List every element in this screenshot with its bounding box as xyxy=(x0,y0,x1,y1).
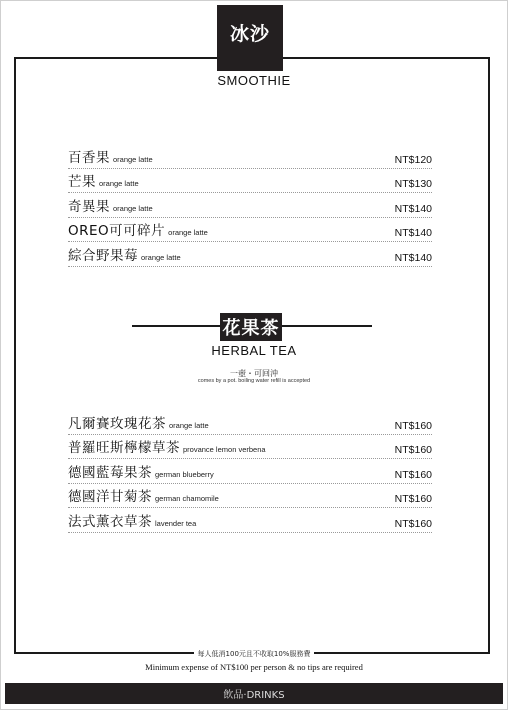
item-price: NT$160 xyxy=(394,468,432,481)
category-bar: 飲品·DRINKS xyxy=(5,683,503,704)
smoothie-title-zh: 冰沙 xyxy=(217,5,283,71)
list-item xyxy=(68,410,432,435)
item-price: NT$160 xyxy=(394,493,432,505)
divider-right xyxy=(282,325,372,327)
item-price: NT$130 xyxy=(394,178,432,190)
item-en: orange latte xyxy=(168,228,208,237)
item-price: NT$140 xyxy=(394,251,432,264)
item-en: orange latte xyxy=(113,203,153,213)
item-price: NT$140 xyxy=(394,227,432,239)
list-item xyxy=(68,218,432,243)
item-price: NT$120 xyxy=(394,153,432,166)
herbal-list xyxy=(68,410,432,533)
smoothie-title-en: SMOOTHIE xyxy=(217,73,291,88)
item-name: 普羅旺斯檸檬草茶 xyxy=(68,440,180,456)
item-en: orange latte xyxy=(113,154,153,164)
herbal-title-zh: 花果茶 xyxy=(220,313,282,341)
herbal-title-en: HERBAL TEA xyxy=(211,343,297,358)
item-name: 百香果 xyxy=(68,149,110,166)
item-name: 凡爾賽玫瑰花茶 xyxy=(68,415,166,432)
item-en: lavender tea xyxy=(155,518,197,528)
footer-note-zh xyxy=(0,649,508,659)
item-price: NT$160 xyxy=(394,419,432,432)
list-item xyxy=(68,169,432,194)
list-item xyxy=(68,508,432,533)
smoothie-list xyxy=(68,144,432,267)
footer-note-zh-text: 每人低消100元且不收取10%服務費 xyxy=(194,650,315,658)
footer-note-en: Minimum expense of NT$100 per person & no tips are required xyxy=(145,662,363,672)
item-name: 德國洋甘菊茶 xyxy=(68,489,152,505)
list-item xyxy=(68,459,432,484)
herbal-note-en: comes by a pot. boiling water refill is accepted xyxy=(197,378,311,384)
list-item xyxy=(68,242,432,267)
list-item xyxy=(68,484,432,509)
herbal-note-zh: 一壺・可回沖 xyxy=(230,369,278,378)
item-price: NT$140 xyxy=(394,202,432,215)
item-name: 法式薰衣草茶 xyxy=(68,513,152,530)
item-en: german chamomile xyxy=(155,494,219,503)
item-price: NT$160 xyxy=(394,444,432,456)
item-name: 綜合野果莓 xyxy=(68,247,138,264)
list-item xyxy=(68,193,432,218)
item-name: 德國藍莓果茶 xyxy=(68,464,152,481)
list-item xyxy=(68,435,432,460)
item-name: 奇異果 xyxy=(68,198,110,215)
item-en: german blueberry xyxy=(155,469,214,479)
item-en: provance lemon verbena xyxy=(183,445,266,454)
item-name: OREO可可碎片 xyxy=(68,223,166,239)
item-en: orange latte xyxy=(169,420,209,430)
item-name: 芒果 xyxy=(68,174,96,190)
list-item xyxy=(68,144,432,169)
item-en: orange latte xyxy=(141,252,181,262)
item-en: orange latte xyxy=(99,179,139,188)
divider-left xyxy=(132,325,220,327)
item-price: NT$160 xyxy=(394,517,432,530)
